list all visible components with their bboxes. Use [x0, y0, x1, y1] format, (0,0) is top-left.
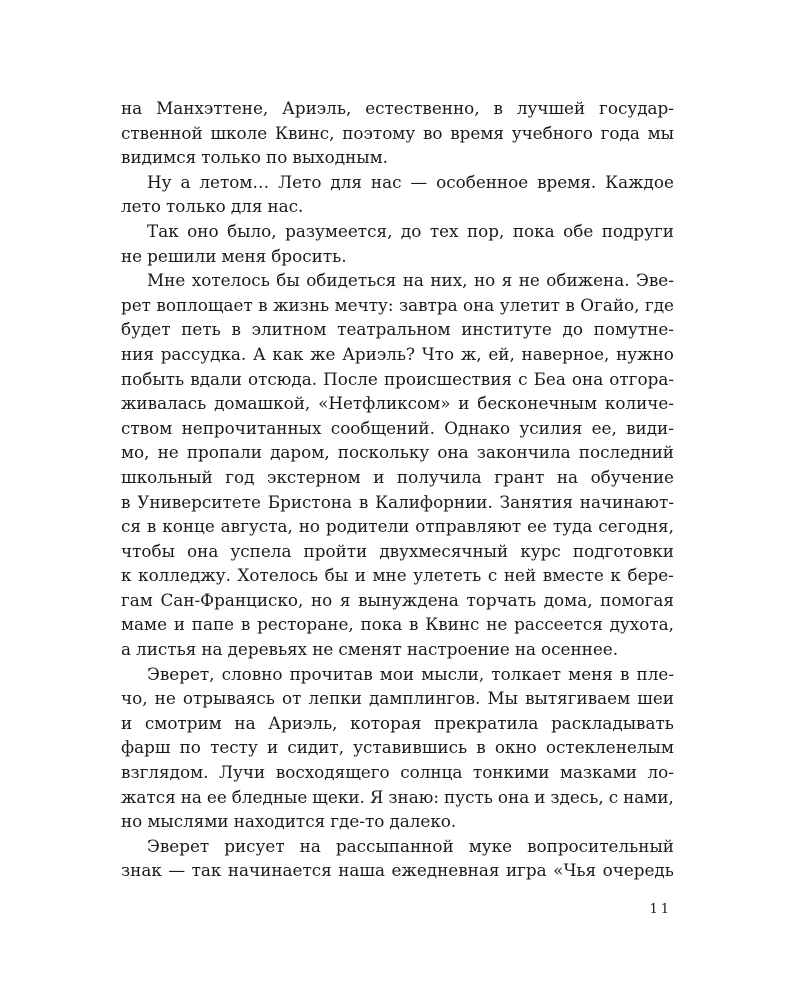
text-line: видимся только по выходным. — [121, 147, 389, 168]
text-line: в Университете Бристона в Калифорнии. Занятия начинают- — [121, 491, 674, 512]
text-line: маме и папе в ресторане, пока в Квинс не рассеется духота, — [121, 614, 674, 635]
text-line: живалась домашкой, «Нетфликсом» и бесконечным количе- — [121, 393, 674, 414]
paragraph — [121, 662, 674, 834]
paragraph — [121, 96, 674, 170]
text-line: и смотрим на Ариэль, которая прекратила раскладывать — [121, 712, 674, 733]
text-line: Эверет рисует на рассыпанной муке вопросительный — [147, 835, 674, 856]
text-line: Мне хотелось бы обидеться на них, но я не обижена. Эве- — [147, 270, 674, 291]
body-text — [121, 96, 674, 883]
text-line: чтобы она успела пройти двухмесячный курс подготовки — [121, 540, 674, 561]
page-number: 11 — [649, 902, 672, 917]
text-line: к колледжу. Хотелось бы и мне улететь с ней вместе к бере- — [121, 565, 674, 586]
text-line: знак — так начинается наша ежедневная игра «Чья очередь — [121, 860, 674, 881]
text-line: на Манхэттене, Ариэль, естественно, в лучшей государ- — [121, 98, 674, 118]
text-line: но мыслями находится где-то далеко. — [121, 811, 457, 832]
text-line: мо, не пропали даром, поскольку она закончила последний — [121, 442, 674, 463]
text-line: ния рассудка. А как же Ариэль? Что ж, ей, наверное, нужно — [121, 343, 674, 364]
text-line: Так оно было, разумеется, до тех пор, пока обе подруги — [147, 220, 674, 241]
text-line: лето только для нас. — [121, 196, 304, 217]
paragraph — [121, 268, 674, 662]
paragraph — [121, 834, 674, 883]
text-line: Ну а летом… Лето для нас — особенное время. Каждое — [147, 171, 674, 192]
text-line: чо, не отрываясь от лепки дамплингов. Мы вытягиваем шеи — [121, 688, 674, 709]
paragraph — [121, 219, 674, 268]
text-line: рет воплощает в жизнь мечту: завтра она улетит в Огайо, где — [121, 294, 674, 315]
text-line: гам Сан-Франциско, но я вынуждена торчать дома, помогая — [121, 589, 674, 610]
text-line: ственной школе Квинс, поэтому во время учебного года мы — [121, 122, 674, 143]
text-line: а листья на деревьях не сменят настроение на осеннее. — [121, 639, 619, 660]
text-line: ством непрочитанных сообщений. Однако усилия ее, види- — [121, 417, 674, 438]
text-line: ся в конце августа, но родители отправляют ее туда сегодня, — [121, 516, 674, 537]
text-line: взглядом. Лучи восходящего солнца тонкими мазками ло- — [121, 762, 674, 783]
paragraph — [121, 170, 674, 219]
text-line: школьный год экстерном и получила грант на обучение — [121, 466, 674, 487]
text-line: не решили меня бросить. — [121, 245, 347, 266]
text-line: фарш по тесту и сидит, уставившись в окно остекленелым — [121, 737, 674, 758]
text-line: побыть вдали отсюда. После происшествия с Беа она отгора- — [121, 368, 674, 389]
text-line: будет петь в элитном театральном институте до помутне- — [121, 319, 674, 340]
text-line: Эверет, словно прочитав мои мысли, толкает меня в пле- — [147, 663, 674, 684]
text-line: жатся на ее бледные щеки. Я знаю: пусть она и здесь, с нами, — [121, 786, 674, 807]
